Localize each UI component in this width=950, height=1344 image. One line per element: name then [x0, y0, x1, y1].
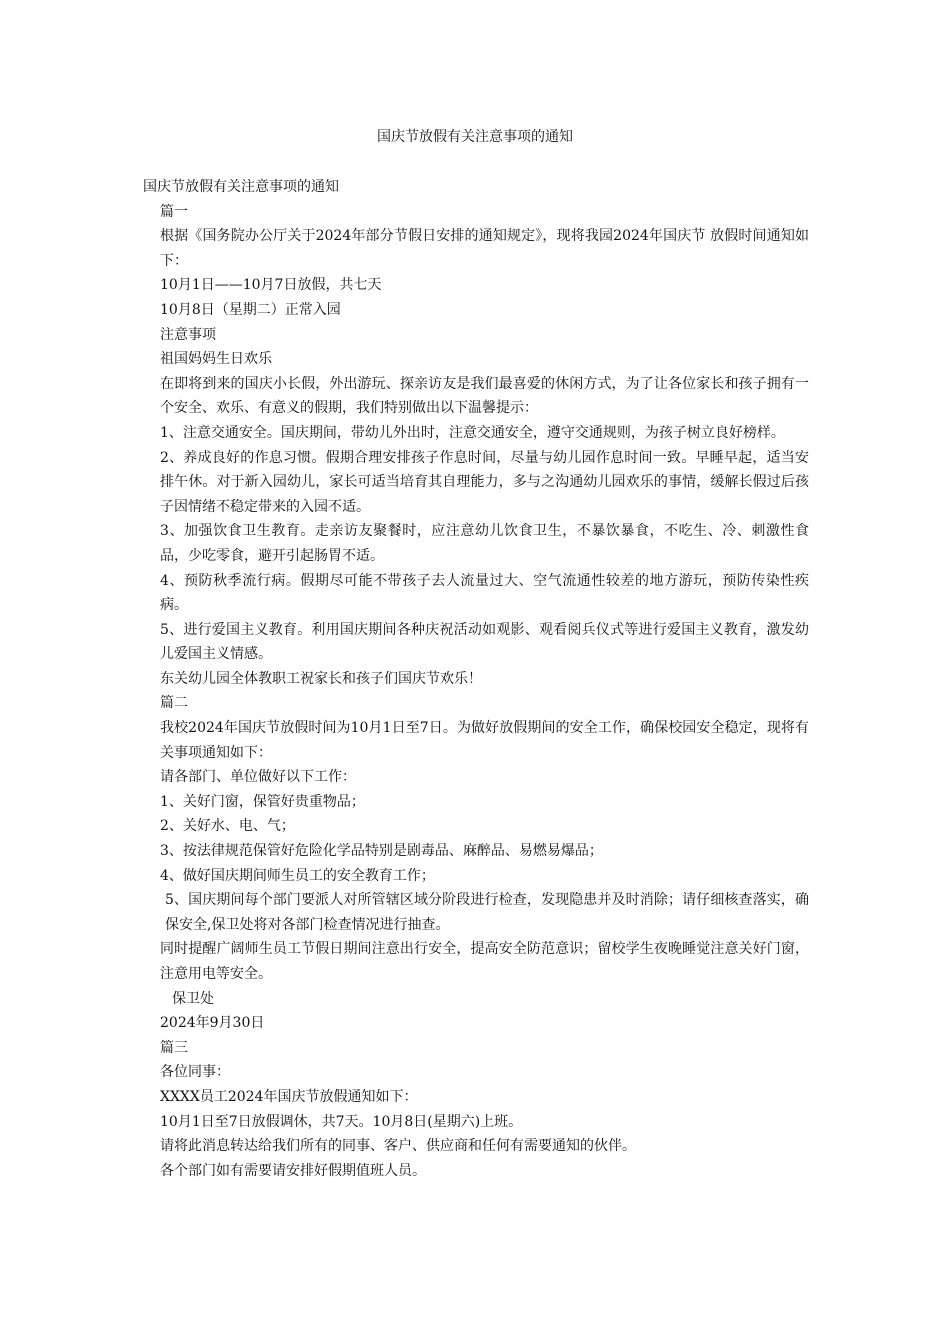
paragraph: 国庆节放假有关注意事项的通知	[143, 179, 339, 195]
paragraph: 2、养成良好的作息习惯。假期合理安排孩子作息时间，尽量与幼儿园作息时间一致。早睡早起，适当安排午休。对于新入园幼儿，家长可适当培育其自理能力，多与之沟通幼儿园欢乐的事情，缓解长假过后孩子因情绪不稳定带来的入园不适。	[160, 449, 809, 515]
paragraph: 祖国妈妈生日欢乐	[160, 351, 272, 368]
paragraph: 5、进行爱国主义教育。利用国庆期间各种庆祝活动如观影、观看阅兵仪式等进行爱国主义教育，激发幼儿爱国主义情感。	[160, 621, 809, 663]
paragraph: 3、加强饮食卫生教育。走亲访友聚餐时，应注意幼儿饮食卫生，不暴饮暴食，不吃生、冷、刺激性食品，少吃零食，避开引起肠胃不适。	[160, 523, 809, 564]
paragraph: 东关幼儿园全体教职工祝家长和孩子们国庆节欢乐！	[160, 670, 482, 687]
paragraph: 3、按法律规范保管好危险化学品特别是剧毒品、麻醉品、易燃易爆品；	[160, 843, 603, 860]
paragraph: 篇三	[160, 1039, 188, 1056]
paragraph: 5、国庆期间每个部门要派人对所管辖区域分阶段进行检查，发现隐患并及时消除；请仔细核查落实，确保安全,保卫处将对各部门检查情况进行抽查。	[165, 892, 809, 933]
paragraph: 请将此消息转达给我们所有的同事、客户、供应商和任何有需要通知的伙伴。	[160, 1138, 636, 1155]
paragraph: 2024年9月30日	[160, 1015, 265, 1032]
paragraph: 10月1日——10月7日放假，共七天	[160, 277, 382, 294]
paragraph: 篇一	[160, 203, 188, 220]
document-title: 国庆节放假有关注意事项的通知	[377, 129, 573, 145]
paragraph: XXXX员工2024年国庆节放假通知如下：	[160, 1088, 418, 1105]
paragraph: 根据《国务院办公厅关于2024年部分节假日安排的通知规定》，现将我园2024年国庆节 放假时间通知如下：	[160, 228, 809, 269]
paragraph: 请各部门、单位做好以下工作：	[160, 769, 356, 786]
paragraph: 4、预防秋季流行病。假期尽可能不带孩子去人流量过大、空气流通性较差的地方游玩，预防传染性疾病。	[160, 572, 809, 614]
document-body	[143, 175, 809, 1183]
paragraph: 保卫处	[172, 990, 214, 1007]
paragraph: 各个部门如有需要请安排好假期值班人员。	[160, 1162, 426, 1179]
paragraph: 2、关好水、电、气；	[160, 818, 295, 835]
paragraph: 4、做好国庆期间师生员工的安全教育工作；	[160, 867, 435, 884]
paragraph: 我校2024年国庆节放假时间为10月1日至7日。为做好放假期间的安全工作，确保校园安全稳定，现将有关事项通知如下：	[160, 720, 809, 761]
paragraph: 在即将到来的国庆小长假，外出游玩、探亲访友是我们最喜爱的休闲方式，为了让各位家长和孩子拥有一个安全、欢乐、有意义的假期，我们特别做出以下温馨提示：	[160, 375, 809, 417]
paragraph: 注意事项	[160, 326, 216, 343]
paragraph: 篇二	[160, 695, 188, 712]
paragraph: 1、注意交通安全。国庆期间，带幼儿外出时，注意交通安全，遵守交通规则，为孩子树立良好榜样。	[160, 424, 785, 441]
paragraph: 各位同事：	[160, 1064, 230, 1081]
paragraph: 同时提醒广阔师生员工节假日期间注意出行安全，提高安全防范意识；留校学生夜晚睡觉注意关好门窗，注意用电等安全。	[160, 941, 809, 982]
paragraph: 10月8日（星期二）正常入园	[160, 301, 341, 318]
paragraph: 1、关好门窗，保管好贵重物品；	[160, 793, 365, 810]
paragraph: 10月1日至7日放假调休，共7天。10月8日(星期六)上班。	[160, 1113, 523, 1130]
